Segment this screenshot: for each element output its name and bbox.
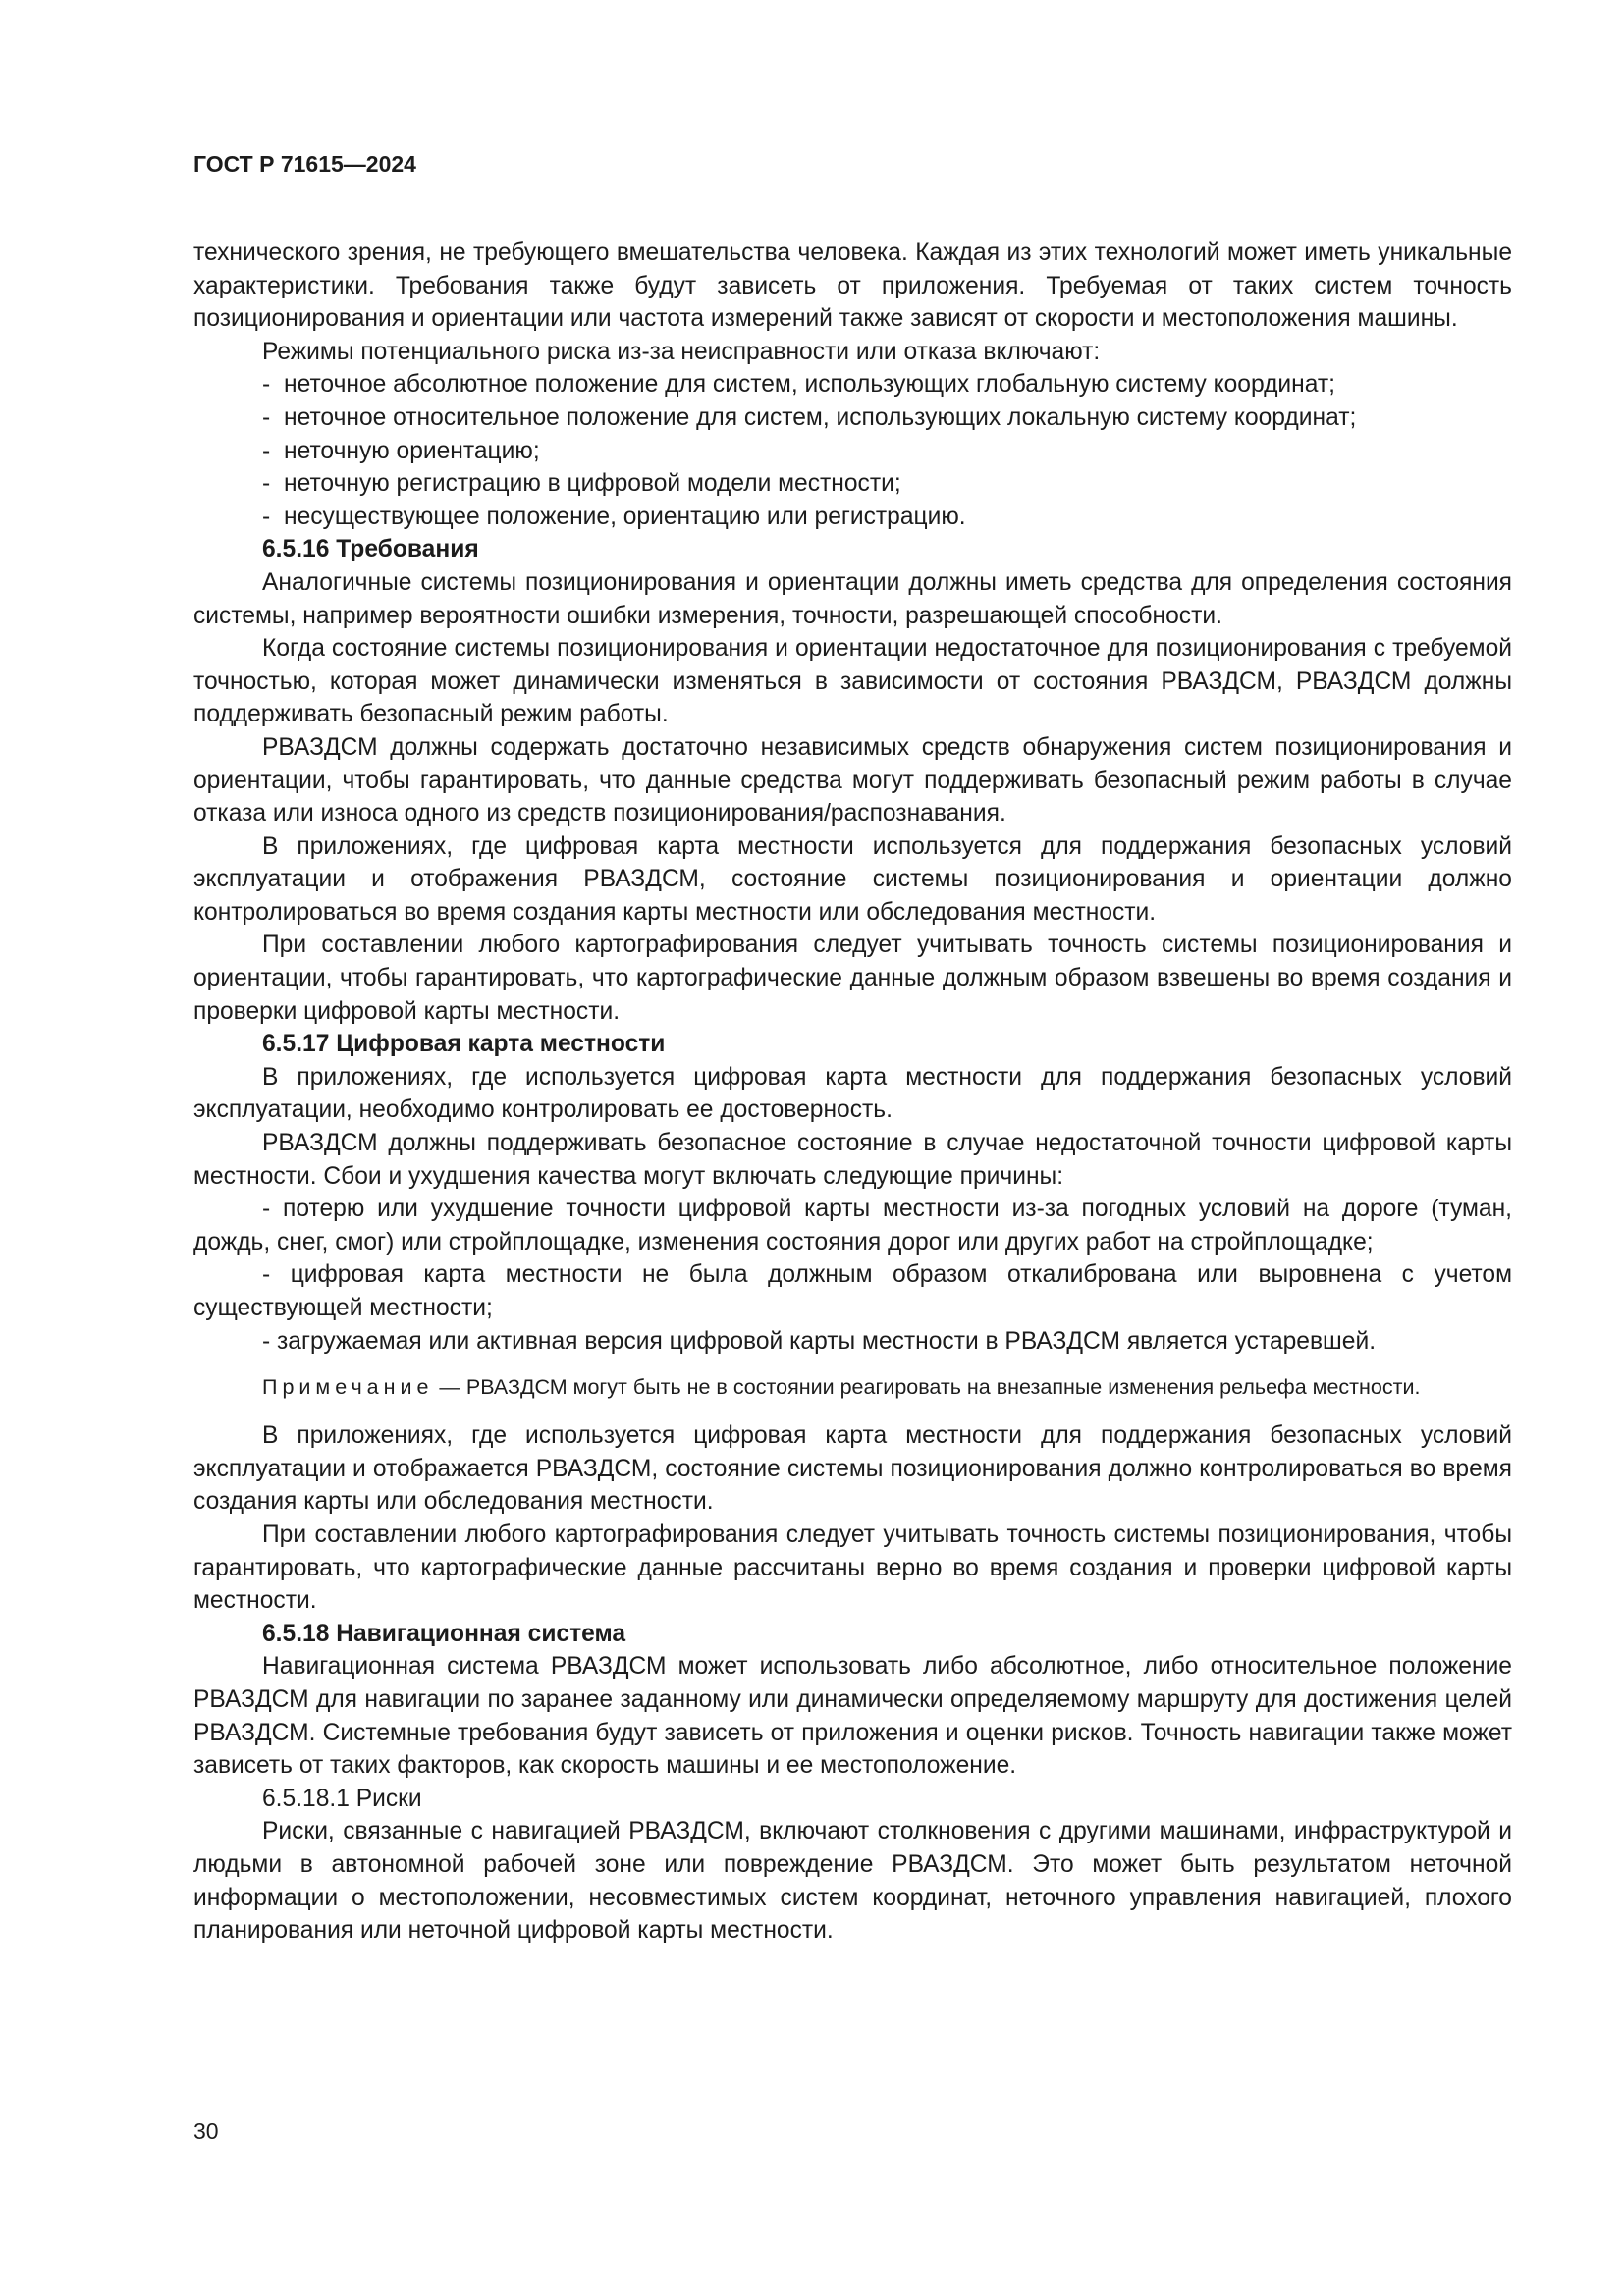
page-number: 30	[193, 2118, 219, 2144]
list-dash: -	[262, 437, 271, 464]
list-item	[193, 368, 1512, 401]
paragraph: - цифровая карта местности не была должным образом откалибрована или выровнена с учетом существующей местности;	[193, 1261, 1512, 1321]
paragraph: - потерю или ухудшение точности цифровой карты местности из-за погодных условий на дороге (туман, дождь, снег, смог) или стройплощадке, изменения состояния дорог или других работ на стройплощадке;	[193, 1196, 1512, 1255]
paragraph: технического зрения, не требующего вмешательства человека. Каждая из этих технологий может иметь уникальные характеристики. Требования также будут зависеть от приложения. Требуемая от таких систем точность позиционирования и ориентации или частота измерений также зависят от скорости и местоположения машины.	[193, 240, 1512, 333]
list-item-text: неточное абсолютное положение для систем, использующих глобальную систему координат;	[284, 371, 1335, 399]
note-label: Примечание	[262, 1375, 434, 1400]
paragraph: Навигационная система РВАЗДСМ может использовать либо абсолютное, либо относительное положение РВАЗДСМ для навигации по заранее заданному или динамически определяемому маршруту для достижения целей РВАЗДСМ. Системные требования будут зависеть от приложения и оценки рисков. Точность навигации также может зависеть от таких факторов, как скорость машины и ее местоположение.	[193, 1653, 1512, 1780]
paragraph: При составлении любого картографирования следует учитывать точность системы позиционирования, чтобы гарантировать, что картографические данные рассчитаны верно во время создания и проверки цифровой карты местности.	[193, 1521, 1512, 1615]
paragraph: РВАЗДСМ должны содержать достаточно независимых средств обнаружения систем позиционирования и ориентации, чтобы гарантировать, что данные средства могут поддерживать безопасный режим работы в случае отказа или износа одного из средств позиционирования/распознавания.	[193, 733, 1512, 828]
paragraph: В приложениях, где используется цифровая карта местности для поддержания безопасных условий эксплуатации, необходимо контролировать ее достоверность.	[193, 1063, 1512, 1124]
list-item	[193, 435, 1512, 468]
document-body	[193, 237, 1512, 1948]
section-heading: 6.5.18 Навигационная система	[262, 1620, 626, 1647]
list-dash: -	[262, 371, 271, 399]
list-item	[193, 467, 1512, 501]
paragraph: РВАЗДСМ должны поддерживать безопасное состояние в случае недостаточной точности цифровой карты местности. Сбои и ухудшения качества могут включать следующие причины:	[193, 1130, 1512, 1190]
list-dash: -	[262, 403, 271, 431]
paragraph: В приложениях, где используется цифровая карта местности для поддержания безопасных условий эксплуатации и отображается РВАЗДСМ, состояние системы позиционирования должно контролироваться во время создания карты или обследования местности.	[193, 1422, 1512, 1516]
paragraph: Аналогичные системы позиционирования и ориентации должны иметь средства для определения состояния системы, например вероятности ошибки измерения, точности, разрешающей способности.	[193, 568, 1512, 629]
section-heading: 6.5.17 Цифровая карта местности	[262, 1031, 666, 1058]
list-item	[193, 501, 1512, 534]
list-dash: -	[262, 503, 271, 530]
document-header: ГОСТ Р 71615—2024	[193, 151, 416, 177]
paragraph: В приложениях, где цифровая карта местности используется для поддержания безопасных условий эксплуатации и отображения РВАЗДСМ, состояние системы позиционирования и ориентации должно контролироваться во время создания карты местности или обследования местности.	[193, 832, 1512, 926]
note-text: — РВАЗДСМ могут быть не в состоянии реагировать на внезапные изменения рельефа местности.	[433, 1375, 1421, 1400]
section-heading: 6.5.16 Требования	[262, 536, 479, 563]
note	[193, 1371, 1512, 1404]
list-item-text: неточное относительное положение для систем, использующих локальную систему координат;	[284, 403, 1357, 431]
list-item-text: несуществующее положение, ориентацию или регистрацию.	[284, 503, 966, 530]
list-dash: -	[262, 470, 271, 498]
paragraph: Режимы потенциального риска из-за неисправности или отказа включают:	[262, 338, 1101, 365]
paragraph: Когда состояние системы позиционирования и ориентации недостаточное для позиционирования с требуемой точностью, которая может динамически изменяться в зависимости от состояния РВАЗДСМ, РВАЗДСМ должны поддерживать безопасный режим работы.	[193, 635, 1512, 728]
list-item	[193, 401, 1512, 435]
paragraph: 6.5.18.1 Риски	[262, 1785, 422, 1812]
paragraph: - загружаемая или активная версия цифровой карты местности в РВАЗДСМ является устаревшей.	[262, 1327, 1377, 1355]
paragraph: Риски, связанные с навигацией РВАЗДСМ, включают столкновения с другими машинами, инфраструктурой и людьми в автономной рабочей зоне или повреждение РВАЗДСМ. Это может быть результатом неточной информации о местоположении, несовместимых систем координат, неточного управления навигацией, плохого планирования или неточной цифровой карты местности.	[193, 1818, 1512, 1945]
list-item-text: неточную регистрацию в цифровой модели местности;	[284, 470, 901, 498]
list-item-text: неточную ориентацию;	[284, 437, 540, 464]
paragraph: При составлении любого картографирования следует учитывать точность системы позиционирования и ориентации, чтобы гарантировать, что картографические данные должным образом взвешены во время создания и проверки цифровой карты местности.	[193, 932, 1512, 1025]
